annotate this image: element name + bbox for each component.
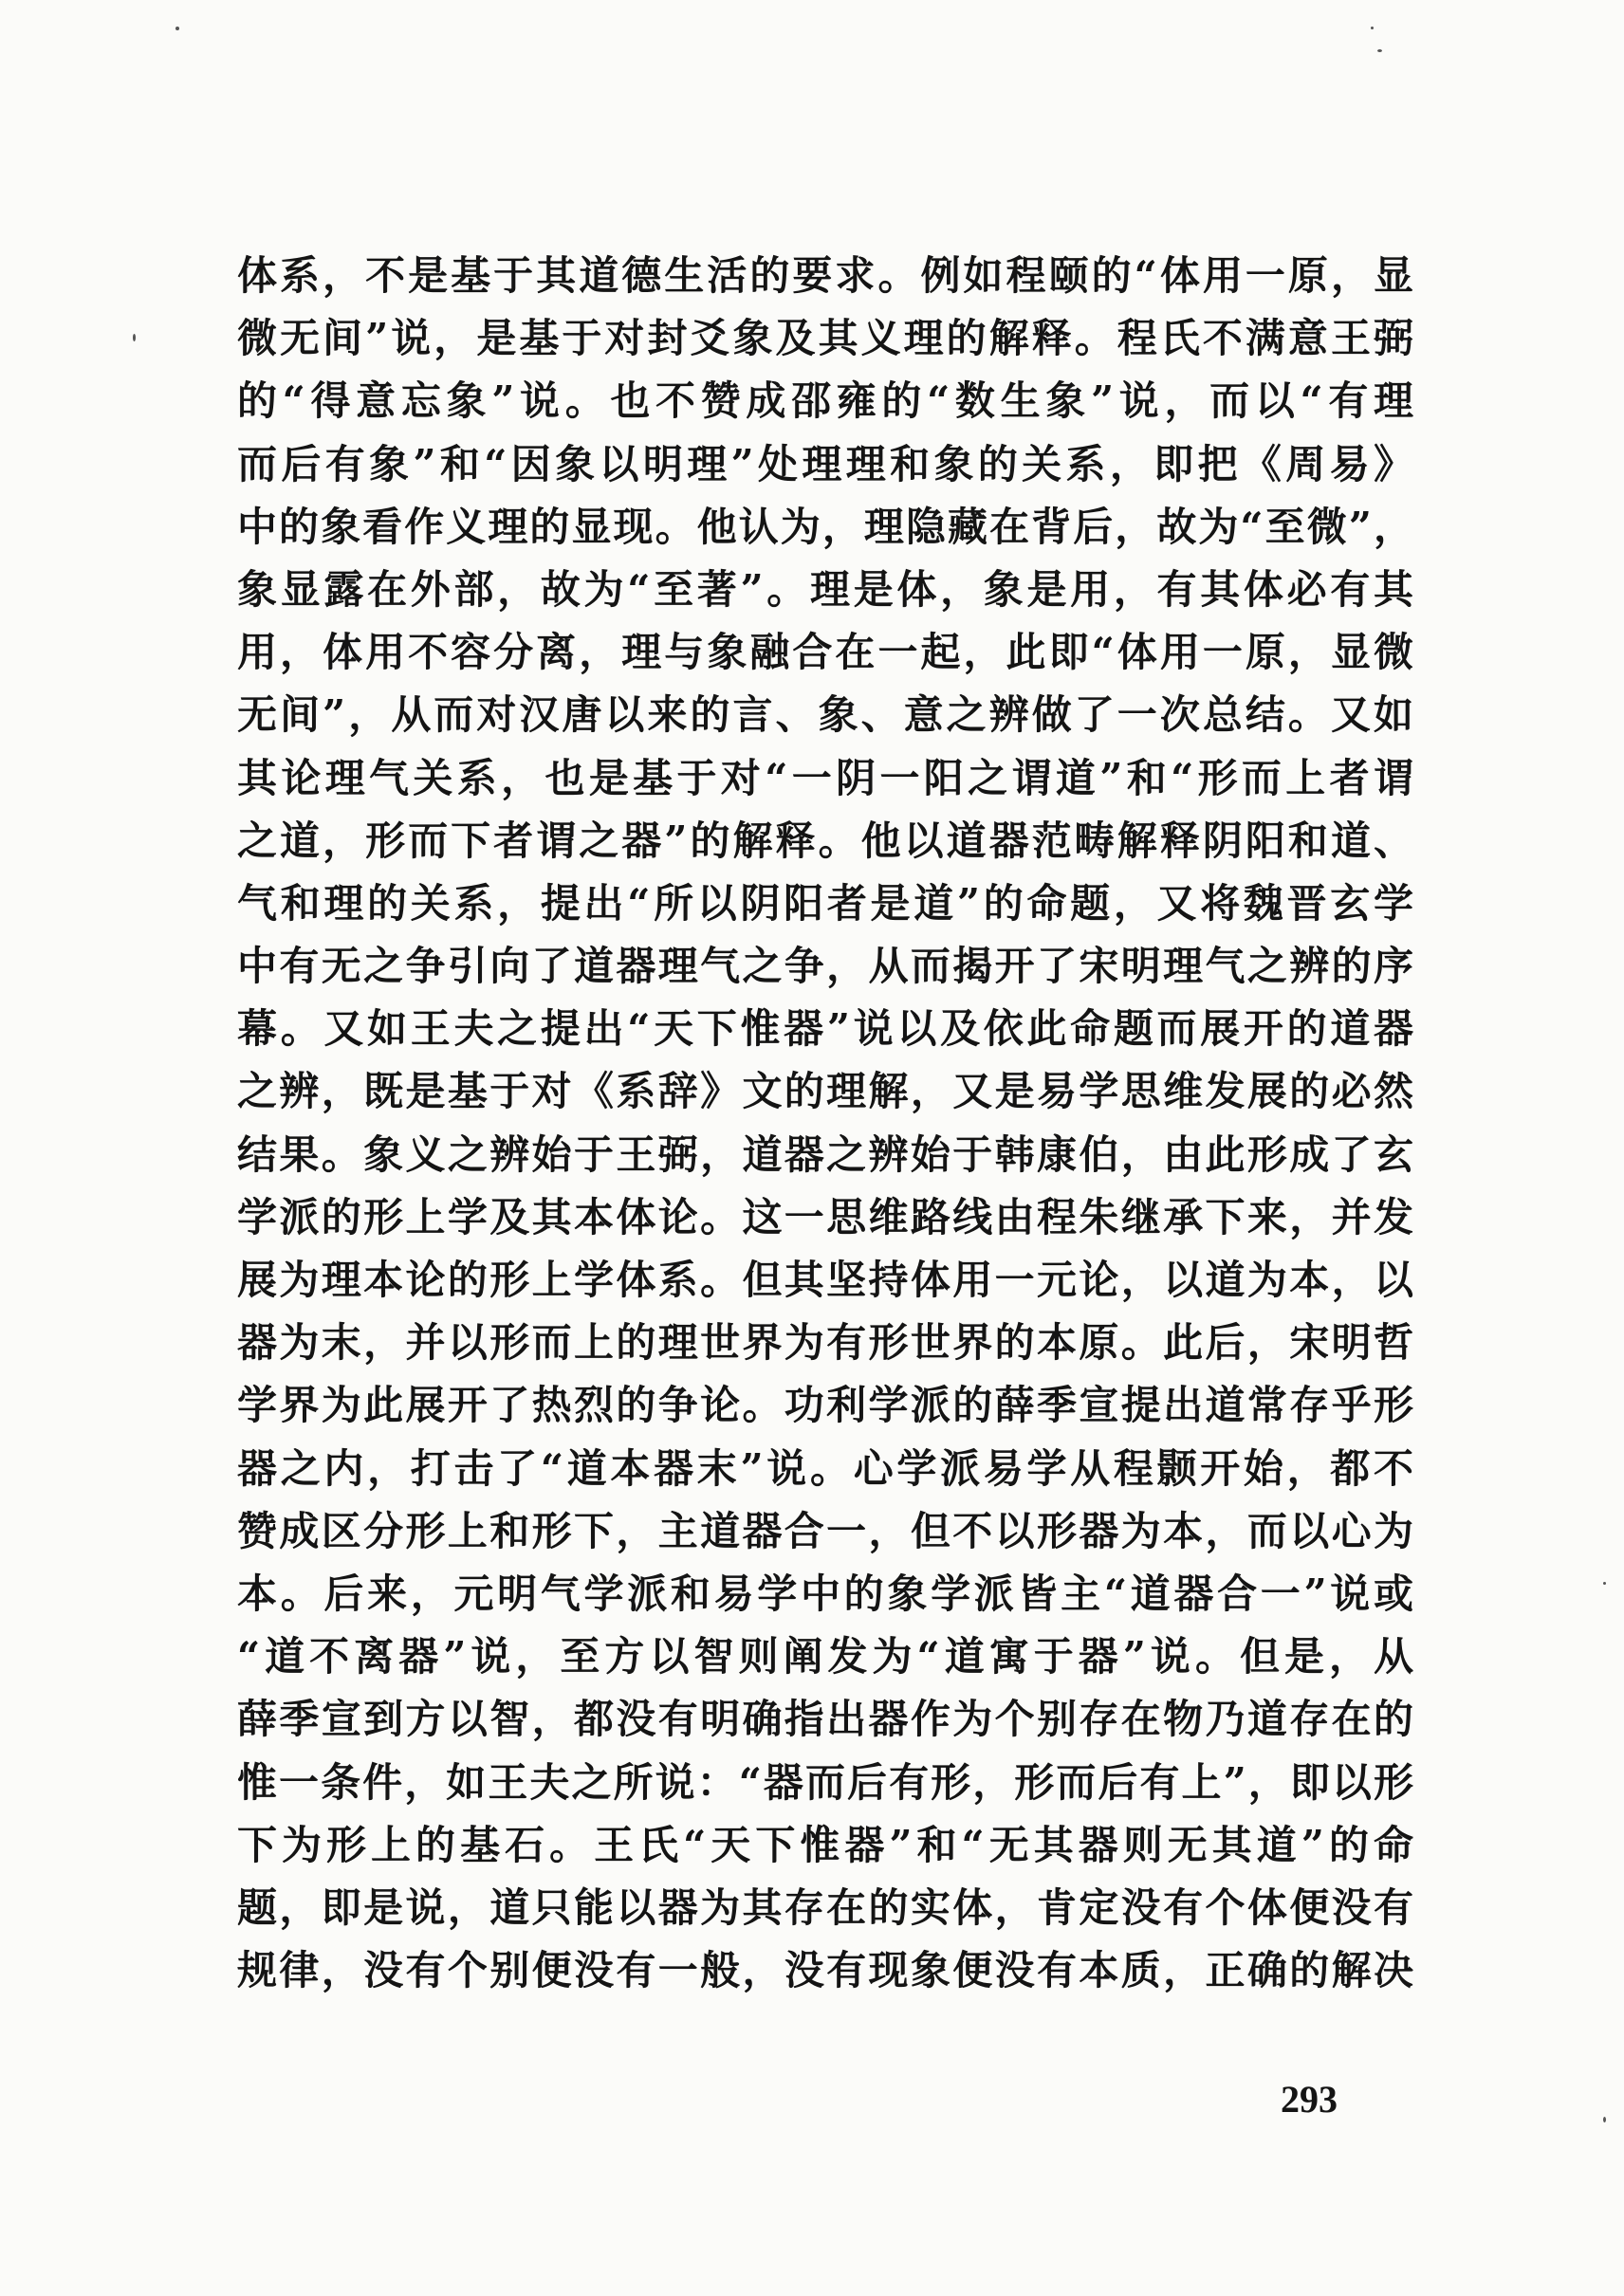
text-line: 赞成区分形上和形下，主道器合一，但不以形器为本，而以心为 [237,1507,1413,1554]
text-line: “道不离器”说，至方以智则阐发为“道寓于器”说。但是，从 [237,1633,1413,1681]
text-line: 无间”，从而对汉唐以来的言、象、意之辨做了一次总结。又如 [237,691,1413,739]
text-line: 器之内，打击了“道本器末”说。心学派易学从程颢开始，都不 [237,1444,1413,1492]
text-line: 之道，形而下者谓之器”的解释。他以道器范畴解释阴阳和道、 [237,817,1413,864]
text-line: 结果。象义之辨始于王弼，道器之辨始于韩康伯，由此形成了玄 [237,1130,1413,1178]
text-line: 中的象看作义理的显现。他认为，理隐藏在背后，故为“至微”， [237,503,1413,550]
text-line: 下为形上的基石。王氏“天下惟器”和“无其器则无其道”的命 [237,1821,1413,1868]
text-line: 器为末，并以形而上的理世界为有形世界的本原。此后，宋明哲 [237,1319,1413,1367]
scan-speck [133,334,136,341]
text-line: 中有无之争引向了道器理气之争，从而揭开了宋明理气之辨的序 [237,943,1413,990]
text-line: 的“得意忘象”说。也不赞成邵雍的“数生象”说，而以“有理 [237,377,1413,425]
text-line: 其论理气关系，也是基于对“一阴一阳之谓道”和“形而上者谓 [237,754,1413,801]
text-line: 薛季宣到方以智，都没有明确指出器作为个别存在物乃道存在的 [237,1696,1413,1743]
text-line: 微无间”说，是基于对封爻象及其义理的解释。程氏不满意王弼 [237,315,1413,362]
body-text [237,245,1413,2002]
scan-speck [175,27,179,30]
text-line: 体系，不是基于其道德生活的要求。例如程颐的“体用一原，显 [237,252,1413,299]
text-line: 学派的形上学及其本体论。这一思维路线由程朱继承下来，并发 [237,1193,1413,1240]
text-line: 学界为此展开了热烈的争论。功利学派的薛季宣提出道常存乎形 [237,1382,1413,1429]
text-line: 气和理的关系，提出“所以阴阳者是道”的命题，又将魏晋玄学 [237,879,1413,927]
scan-speck [1377,49,1382,52]
text-line: 象显露在外部，故为“至著”。理是体，象是用，有其体必有其 [237,565,1413,613]
text-line: 题，即是说，道只能以器为其存在的实体，肯定没有个体便没有 [237,1883,1413,1931]
scan-speck [1603,2117,1606,2122]
text-line: 本。后来，元明气学派和易学中的象学派皆主“道器合一”说或 [237,1570,1413,1617]
scan-speck [1603,1582,1606,1585]
text-line: 之辨，既是基于对《系辞》文的理解，又是易学思维发展的必然 [237,1068,1413,1115]
page-number: 293 [1281,2078,1338,2121]
text-line: 展为理本论的形上学体系。但其坚持体用一元论，以道为本，以 [237,1257,1413,1303]
text-line: 而后有象”和“因象以明理”处理理和象的关系，即把《周易》 [237,440,1413,487]
text-line: 规律，没有个别便没有一般，没有现象便没有本质，正确的解决 [237,1947,1413,1994]
text-line: 用，体用不容分离，理与象融合在一起，此即“体用一原，显微 [237,629,1413,676]
text-line: 幕。又如王夫之提出“天下惟器”说以及依此命题而展开的道器 [237,1005,1413,1053]
scan-speck [1371,27,1374,29]
text-line: 惟一条件，如王夫之所说：“器而后有形，形而后有上”，即以形 [237,1758,1413,1806]
